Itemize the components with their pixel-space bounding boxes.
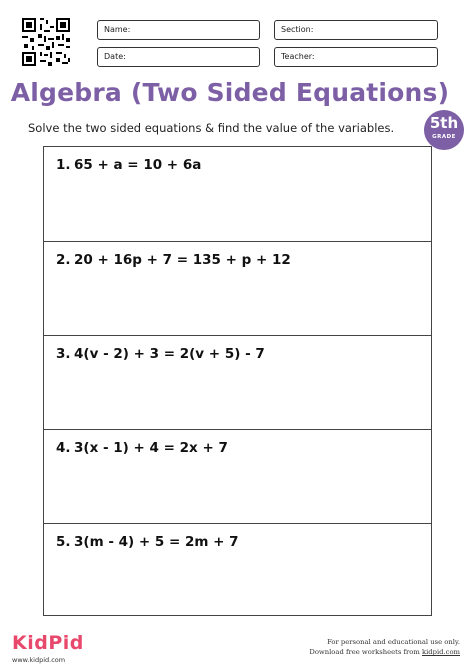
qr-code [20, 16, 72, 68]
problem-equation: 3(m - 4) + 5 = 2m + 7 [74, 534, 239, 550]
teacher-field[interactable] [274, 47, 438, 67]
problem-number: 1. [56, 157, 71, 173]
problem-row[interactable] [44, 429, 431, 523]
name-label: Name: [104, 25, 131, 34]
problem-number: 3. [56, 346, 71, 362]
problem-equation: 20 + 16p + 7 = 135 + p + 12 [74, 252, 291, 268]
section-field[interactable] [274, 20, 438, 40]
kidpid-logo [12, 632, 84, 664]
problem-number: 4. [56, 440, 71, 456]
footer-line-2-prefix: Download free worksheets from [309, 648, 422, 656]
problem-number: 5. [56, 534, 71, 550]
date-label: Date: [104, 52, 126, 61]
name-field[interactable] [97, 20, 260, 40]
footer-line-2 [309, 647, 460, 657]
date-field[interactable] [97, 47, 260, 67]
problem-row[interactable] [44, 523, 431, 617]
section-label: Section: [281, 25, 314, 34]
teacher-label: Teacher: [281, 52, 315, 61]
logo-url: www.kidpid.com [12, 656, 66, 664]
problem-equation: 65 + a = 10 + 6a [74, 157, 202, 173]
problem-equation: 4(v - 2) + 3 = 2(v + 5) - 7 [74, 346, 265, 362]
footer-link[interactable]: kidpid.com [421, 648, 460, 656]
problems-table [43, 146, 432, 616]
footer-line-1: For personal and educational use only. [327, 638, 460, 646]
grade-badge [424, 110, 464, 150]
grade-badge-main: 5th [429, 114, 459, 132]
problem-row[interactable] [44, 241, 431, 335]
footer-note [309, 637, 460, 657]
worksheet-title: Algebra (Two Sided Equations) [10, 78, 450, 107]
grade-badge-sub: GRADE [432, 134, 456, 140]
logo-text: KidPid [12, 632, 84, 654]
problem-equation: 3(x - 1) + 4 = 2x + 7 [74, 440, 228, 456]
problem-row[interactable] [44, 335, 431, 429]
instruction-text: Solve the two sided equations & find the value of the variables. [28, 121, 395, 135]
problem-row[interactable] [44, 147, 431, 241]
problem-number: 2. [56, 252, 71, 268]
